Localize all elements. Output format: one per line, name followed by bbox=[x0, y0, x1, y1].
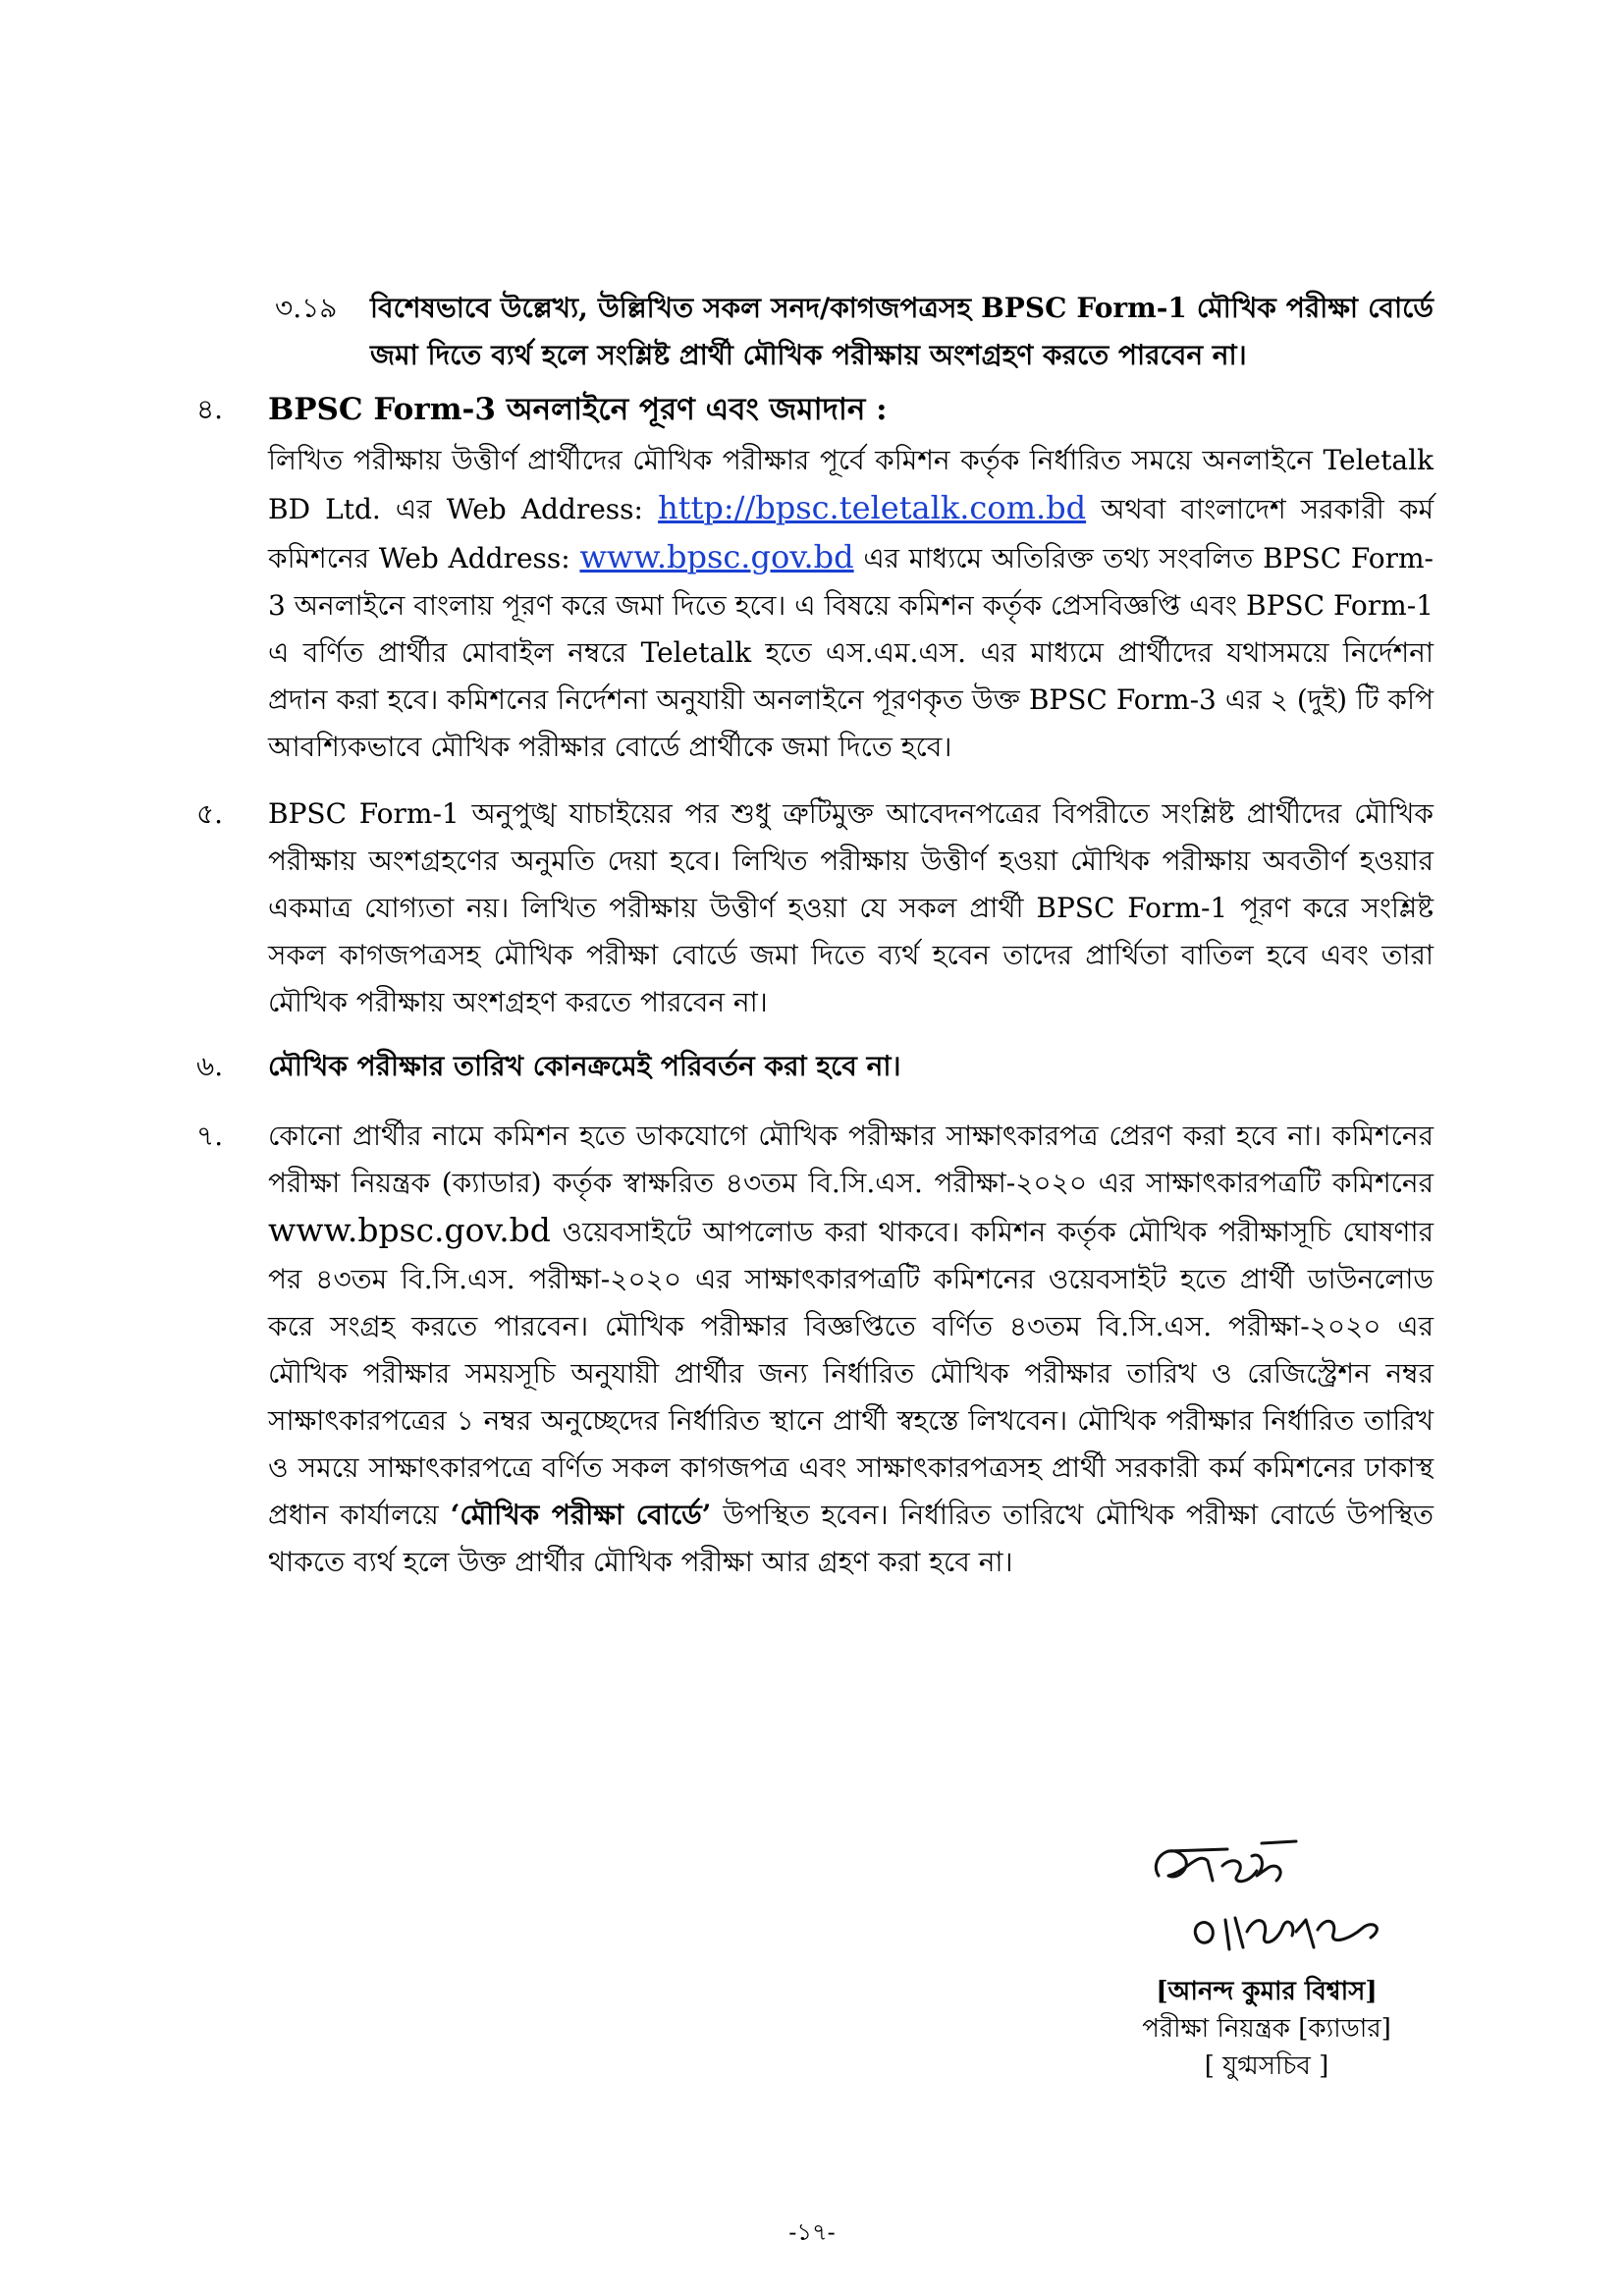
text-segment: লিখিত পরীক্ষায় উত্তীর্ণ প্রার্থীদের মৌখিক পরীক্ষার পূর্বে কমিশন কর্তৃক নির্ধারিত সময়ে অনলাইনে Teletalk BD Ltd. এর Web Address: bbox=[268, 444, 1434, 525]
item-4 bbox=[196, 386, 1434, 771]
text-segment: কোনো প্রার্থীর নামে কমিশন হতে ডাকযোগে মৌখিক পরীক্ষার সাক্ষাৎকারপত্র প্রেরণ করা হবে না। কমিশনের পরীক্ষা নিয়ন্ত্রক (ক্যাডার) কর্তৃক স্বাক্ষরিত ৪৩তম বি.সি.এস. পরীক্ষা-২০২০ এর সাক্ষাৎকারপত্রটি কমিশনের bbox=[268, 1120, 1434, 1199]
signatory-name: [আনন্দ কুমার বিশ্বাস] bbox=[1156, 1977, 1378, 2006]
section-heading: BPSC Form-3 অনলাইনে পূরণ এবং জমাদান : bbox=[268, 392, 888, 427]
item-text: মৌখিক পরীক্ষার তারিখ কোনক্রমেই পরিবর্তন করা হবে না। bbox=[268, 1050, 901, 1082]
item-text: বিশেষভাবে উল্লেখ্য, উল্লিখিত সকল সনদ/কাগজপত্রসহ BPSC Form-1 মৌখিক পরীক্ষা বোর্ডে জমা দিতে ব্যর্থ হলে সংশ্লিষ্ট প্রার্থী মৌখিক পরীক্ষায় অংশগ্রহণ করতে পারবেন না। bbox=[370, 292, 1434, 371]
website-address: www.bpsc.gov.bd bbox=[268, 1211, 551, 1249]
bold-phrase: ‘মৌখিক পরীক্ষা বোর্ডে’ bbox=[450, 1499, 712, 1531]
item-number: ৬. bbox=[196, 1050, 224, 1082]
signatory-rank: [ যুগ্মসচিব ] bbox=[1204, 2051, 1329, 2081]
item-3-19 bbox=[275, 285, 1434, 379]
item-number: ৭. bbox=[196, 1120, 224, 1152]
item-number: ৩.১৯ bbox=[275, 292, 338, 324]
item-5 bbox=[196, 791, 1434, 1026]
handwritten-signature bbox=[1139, 1822, 1394, 1969]
item-number: ৪. bbox=[196, 393, 224, 425]
item-7 bbox=[196, 1113, 1434, 1586]
teletalk-link[interactable]: http://bpsc.teletalk.com.bd bbox=[658, 489, 1087, 526]
bpsc-website-link[interactable]: www.bpsc.gov.bd bbox=[579, 538, 854, 575]
item-text: BPSC Form-1 অনুপুঙ্খ যাচাইয়ের পর শুধু ত্রুটিমুক্ত আবেদনপত্রের বিপরীতে সংশ্লিষ্ট প্রার্থীদের মৌখিক পরীক্ষায় অংশগ্রহণের অনুমতি দেয়া হবে। লিখিত পরীক্ষায় উত্তীর্ণ হওয়া মৌখিক পরীক্ষায় অবতীর্ণ হওয়ার একমাত্র যোগ্যতা নয়। লিখিত পরীক্ষায় উত্তীর্ণ হওয়া যে সকল প্রার্থী BPSC Form-1 পূরণ করে সংশ্লিষ্ট সকল কাগজপত্রসহ মৌখিক পরীক্ষা বোর্ডে জমা দিতে ব্যর্থ হবেন তাদের প্রার্থিতা বাতিল হবে এবং তারা মৌখিক পরীক্ষায় অংশগ্রহণ করতে পারবেন না। bbox=[268, 797, 1434, 1018]
text-segment: অথবা বাংলাদেশ সরকারী কর্ম কমিশনের Web Address: bbox=[268, 493, 1434, 574]
text-segment: ওয়েবসাইটে আপলোড করা থাকবে। কমিশন কর্তৃক মৌখিক পরীক্ষাসূচি ঘোষণার পর ৪৩তম বি.সি.এস. পরীক্ষা-২০২০ এর সাক্ষাৎকারপত্রটি কমিশনের ওয়েবসাইট হতে প্রার্থী ডাউনলোড করে সংগ্রহ করতে পারবেন। মৌখিক পরীক্ষার বিজ্ঞপ্তিতে বর্ণিত ৪৩তম বি.সি.এস. পরীক্ষা-২০২০ এর মৌখিক পরীক্ষার সময়সূচি অনুযায়ী প্রার্থীর জন্য নির্ধারিত মৌখিক পরীক্ষার তারিখ ও রেজিস্ট্রেশন নম্বর সাক্ষাৎকারপত্রের ১ নম্বর অনুচ্ছেদের নির্ধারিত স্থানে প্রার্থী স্বহস্তে লিখবেন। মৌখিক পরীক্ষার নির্ধারিত তারিখ ও সময়ে সাক্ষাৎকারপত্রে বর্ণিত সকল কাগজপত্র এবং সাক্ষাৎকারপত্রসহ প্রার্থী সরকারী কর্ম কমিশনের ঢাকাস্থ প্রধান কার্যালয়ে bbox=[268, 1216, 1434, 1531]
signatory-designation: পরীক্ষা নিয়ন্ত্রক [ক্যাডার] bbox=[1142, 2014, 1391, 2044]
text-segment: এর মাধ্যমে অতিরিক্ত তথ্য সংবলিত BPSC Form-3 অনলাইনে বাংলায় পূরণ করে জমা দিতে হবে। এ বিষয়ে কমিশন কর্তৃক প্রেসবিজ্ঞপ্তি এবং BPSC Form-1 এ বর্ণিত প্রার্থীর মোবাইল নম্বরে Teletalk হতে এস.এম.এস. এর মাধ্যমে প্রার্থীদের যথাসময়ে নির্দেশনা প্রদান করা হবে। কমিশনের নির্দেশনা অনুযায়ী অনলাইনে পূরণকৃত উক্ত BPSC Form-3 এর ২ (দুই) টি কপি আবশ্যিকভাবে মৌখিক পরীক্ষার বোর্ডে প্রার্থীকে জমা দিতে হবে। bbox=[268, 542, 1434, 763]
item-text bbox=[268, 437, 1434, 771]
item-6 bbox=[196, 1043, 1434, 1090]
text-segment: উপস্থিত হবেন। নির্ধারিত তারিখে মৌখিক পরীক্ষা বোর্ডে উপস্থিত থাকতে ব্যর্থ হলে উক্ত প্রার্থীর মৌখিক পরীক্ষা আর গ্রহণ করা হবে না। bbox=[268, 1499, 1435, 1578]
page-number: -১৭- bbox=[788, 2218, 836, 2246]
item-text bbox=[268, 1113, 1434, 1586]
signature-block bbox=[1070, 1822, 1463, 2085]
item-number: ৫. bbox=[196, 797, 224, 830]
